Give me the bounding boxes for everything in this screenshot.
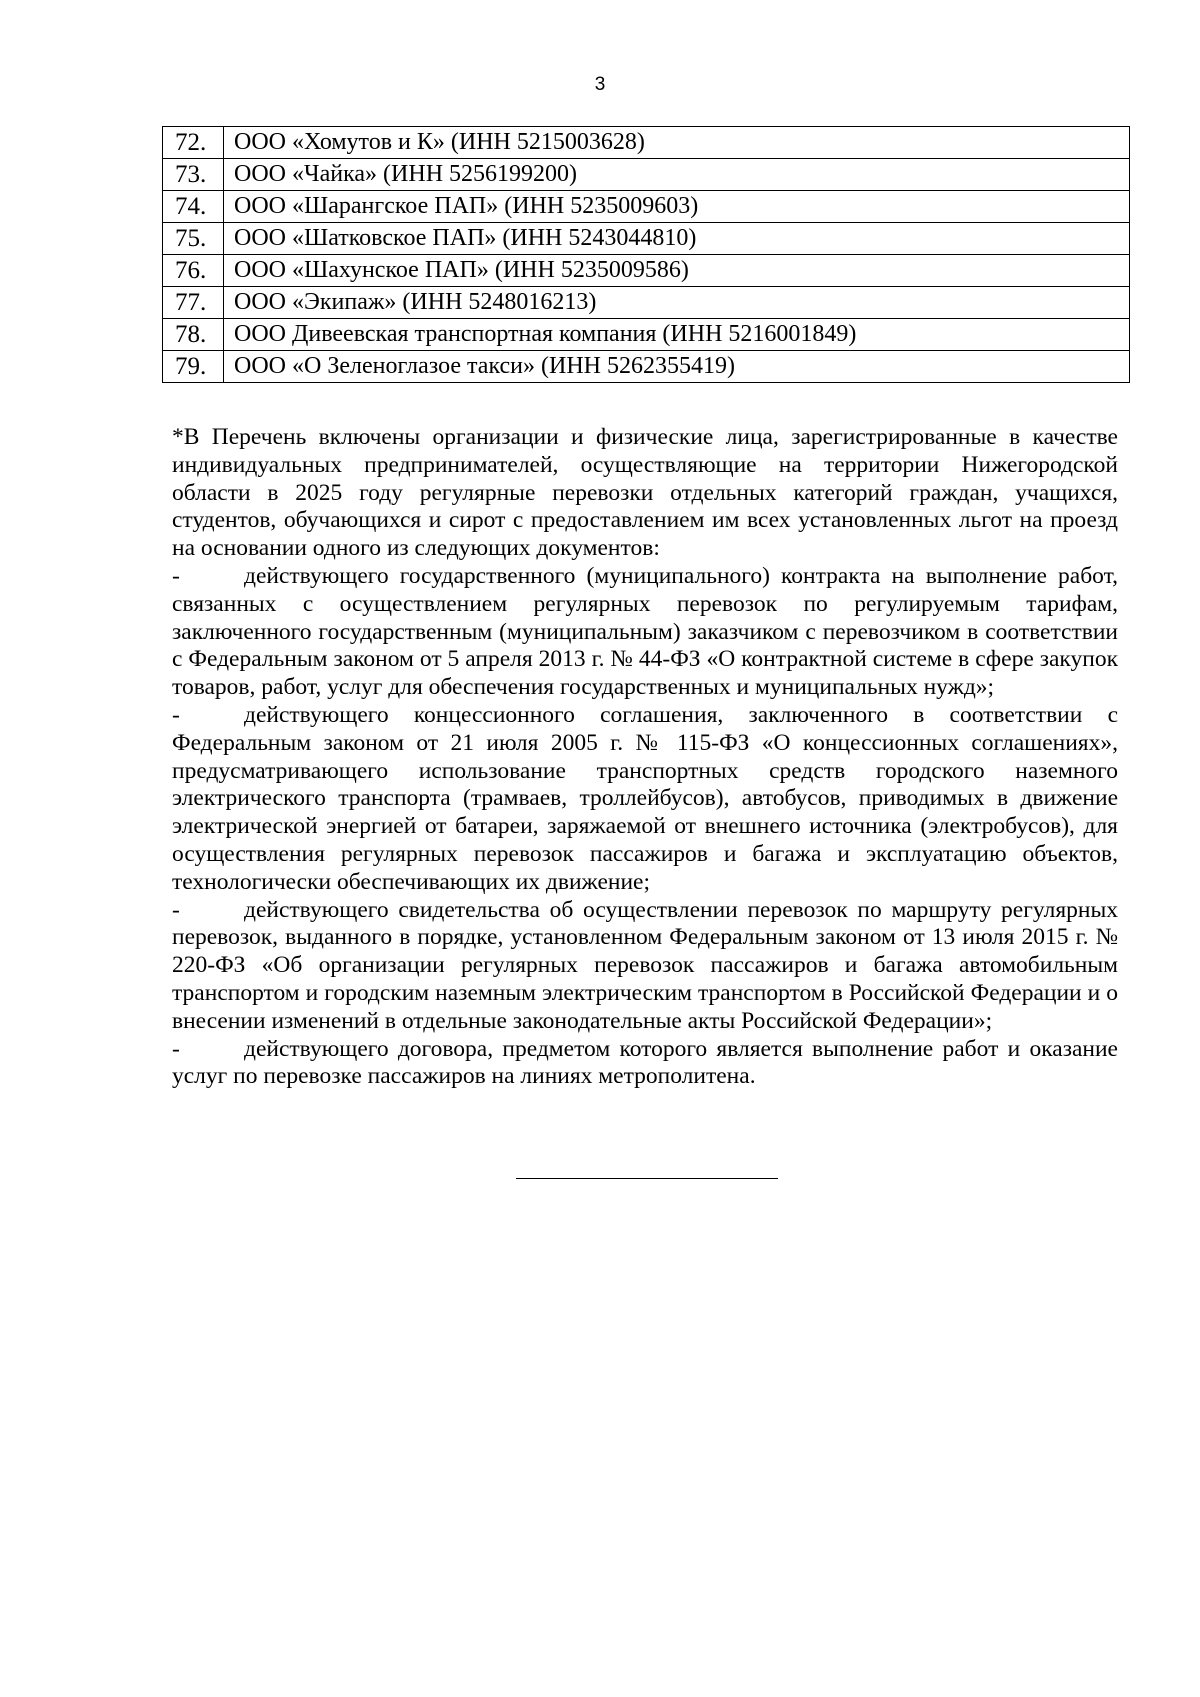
organizations-table (162, 126, 1130, 383)
footnote-item (172, 702, 1118, 897)
organization-name: ООО «Шахунское ПАП» (ИНН 5235009586) (224, 255, 1130, 287)
table-row (163, 319, 1130, 351)
organization-name: ООО Дивеевская транспортная компания (ИНН 5216001849) (224, 319, 1130, 351)
row-number: 74. (163, 191, 224, 223)
footnote-item (172, 897, 1118, 1036)
footnote-intro: *В Перечень включены организации и физические лица, зарегистрированные в качестве индивидуальных предпринимателей, осуществляющие на территории Нижегородской области в 2025 году регулярные перевозки отдельных категорий граждан, учащихся, студентов, обучающихся и сирот с предоставлением им всех установленных льгот на проезд на основании одного из следующих документов: (172, 424, 1118, 562)
list-dash: - (172, 896, 180, 923)
table-row (163, 223, 1130, 255)
footnote-item-text: действующего государственного (муниципального) контракта на выполнение работ, связанных с осуществлением регулярных перевозок по регулируемым тарифам, заключенного государственным (муниципальным) заказчиком с перевозчиком в соответствии с Федеральным законом от 5 апреля 2013 г. № 44-ФЗ «О контрактной системе в сфере закупок товаров, работ, услуг для обеспечения государственных и муниципальных нужд»; (172, 562, 1118, 701)
list-dash: - (172, 1035, 180, 1062)
table-row (163, 255, 1130, 287)
end-divider (516, 1178, 778, 1179)
footnote-item-text: действующего свидетельства об осуществлении перевозок по маршруту регулярных перевозок, выданного в порядке, установленном Федеральным законом от 13 июля 2015 г. № 220-ФЗ «Об организации регулярных перевозок пассажиров и багажа автомобильным транспортом и городским наземным электрическим транспортом в Российской Федерации и о внесении изменений в отдельные законодательные акты Российской Федерации»; (172, 896, 1118, 1034)
organization-name: ООО «Шатковское ПАП» (ИНН 5243044810) (224, 223, 1130, 255)
footnote-item (172, 563, 1118, 702)
footnote-item-text: действующего концессионного соглашения, заключенного в соответствии с Федеральным законом от 21 июля 2005 г. № 115-ФЗ «О концессионных соглашениях», предусматривающего использование транспортных средств городского наземного электрического транспорта (трамваев, троллейбусов), автобусов, приводимых в движение электрической энергией от батареи, заряжаемой от внешнего источника (электробусов), для осуществления регулярных перевозок пассажиров и багажа и эксплуатацию объектов, технологически обеспечивающих их движение; (172, 701, 1118, 895)
organization-name: ООО «О Зеленоглазое такси» (ИНН 5262355419) (224, 351, 1130, 383)
footnote (172, 424, 1118, 1091)
table-row (163, 351, 1130, 383)
footnote-item-text: действующего договора, предметом которого является выполнение работ и оказание услуг по перевозке пассажиров на линиях метрополитена. (172, 1035, 1118, 1090)
row-number: 72. (163, 127, 224, 159)
table-row (163, 127, 1130, 159)
row-number: 73. (163, 159, 224, 191)
row-number: 78. (163, 319, 224, 351)
footnote-item (172, 1036, 1118, 1092)
list-dash: - (172, 701, 180, 728)
table-row (163, 191, 1130, 223)
table-row (163, 159, 1130, 191)
row-number: 79. (163, 351, 224, 383)
page-number: 3 (594, 74, 606, 95)
row-number: 76. (163, 255, 224, 287)
organization-name: ООО «Чайка» (ИНН 5256199200) (224, 159, 1130, 191)
organization-name: ООО «Хомутов и К» (ИНН 5215003628) (224, 127, 1130, 159)
organization-name: ООО «Шарангское ПАП» (ИНН 5235009603) (224, 191, 1130, 223)
list-dash: - (172, 562, 180, 589)
row-number: 77. (163, 287, 224, 319)
table-row (163, 287, 1130, 319)
row-number: 75. (163, 223, 224, 255)
organization-name: ООО «Экипаж» (ИНН 5248016213) (224, 287, 1130, 319)
